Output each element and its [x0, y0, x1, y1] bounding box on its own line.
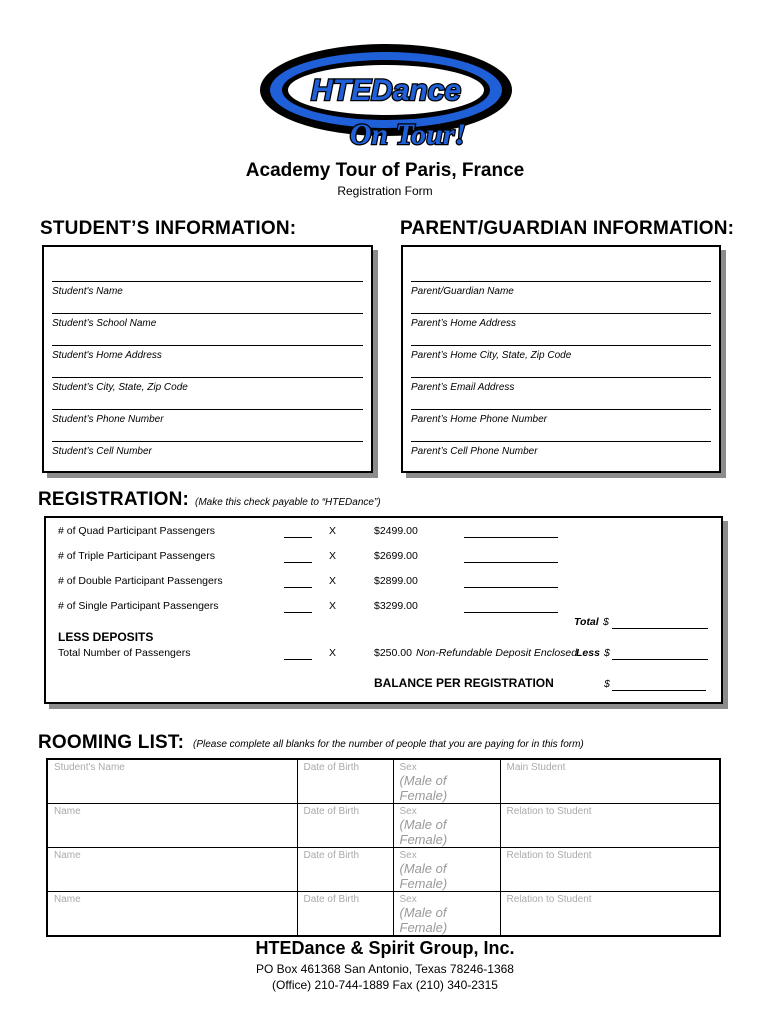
registration-box	[44, 516, 723, 704]
relation-cell[interactable]: Main Student	[500, 759, 720, 804]
dob-cell[interactable]: Date of Birth	[297, 848, 393, 892]
triple-price: $2699.00	[374, 550, 418, 562]
parent-city-label: Parent’s Home City, State, Zip Code	[411, 350, 572, 361]
svg-text:HTEDance: HTEDance	[310, 74, 462, 107]
triple-amount-blank[interactable]	[464, 562, 558, 563]
rooming-list-note: (Please complete all blanks for the number of people that you are paying for in this form)	[193, 739, 584, 750]
student-address-label: Student's Home Address	[52, 350, 162, 361]
htedance-on-tour-logo	[258, 40, 514, 158]
total-label: Total	[574, 616, 599, 628]
name-cell[interactable]: Name	[47, 848, 297, 892]
student-phone-label: Student’s Phone Number	[52, 414, 164, 425]
table-row	[47, 892, 720, 937]
balance-label: BALANCE PER REGISTRATION	[374, 676, 554, 690]
page-subtitle: Registration Form	[337, 184, 433, 198]
sex-label: Sex	[399, 762, 417, 773]
company-name: HTEDance & Spirit Group, Inc.	[255, 938, 515, 958]
parent-cell-line[interactable]	[411, 441, 711, 442]
deposit-note: Non-Refundable Deposit Enclosed	[416, 647, 578, 659]
student-city-label: Student’s City, State, Zip Code	[52, 382, 188, 393]
svg-text:On Tour!: On Tour!	[349, 118, 467, 151]
student-cell-label: Student’s Cell Number	[52, 446, 152, 457]
student-city-line[interactable]	[52, 377, 363, 378]
sex-label: Sex	[399, 894, 417, 905]
single-amount-blank[interactable]	[464, 612, 558, 613]
company-phone: (Office) 210-744-1889 Fax (210) 340-2315	[272, 978, 498, 992]
double-label: # of Double Participant Passengers	[58, 575, 223, 587]
relation-cell[interactable]: Relation to Student	[500, 804, 720, 848]
total-passengers-label: Total Number of Passengers	[58, 647, 191, 659]
parent-name-line[interactable]	[411, 281, 711, 282]
less-label: Less	[576, 647, 600, 659]
parent-phone-line[interactable]	[411, 409, 711, 410]
deposit-x: X	[329, 647, 337, 659]
table-row	[47, 848, 720, 892]
quad-label: # of Quad Participant Passengers	[58, 525, 216, 537]
less-dollar: $	[604, 647, 610, 659]
student-cell-line[interactable]	[52, 441, 363, 442]
less-deposits-heading: LESS DEPOSITS	[58, 630, 154, 644]
double-price: $2899.00	[374, 575, 418, 587]
less-blank[interactable]	[612, 659, 708, 660]
single-price: $3299.00	[374, 600, 418, 612]
sex-cell[interactable]	[393, 804, 500, 848]
parent-info-box	[401, 245, 721, 473]
student-address-line[interactable]	[52, 345, 363, 346]
sex-label: Sex	[399, 850, 417, 861]
quad-qty-blank[interactable]	[284, 537, 312, 538]
table-row	[47, 804, 720, 848]
parent-email-line[interactable]	[411, 377, 711, 378]
parent-info-heading: PARENT/GUARDIAN INFORMATION:	[400, 218, 735, 239]
registration-heading: REGISTRATION:	[38, 489, 190, 510]
single-label: # of Single Participant Passengers	[58, 600, 219, 612]
sex-label: Sex	[399, 806, 417, 817]
single-x: X	[329, 600, 337, 612]
dob-cell[interactable]: Date of Birth	[297, 759, 393, 804]
parent-cell-label: Parent’s Cell Phone Number	[411, 446, 538, 457]
sex-hint: (Male of Female)	[399, 861, 448, 891]
total-blank[interactable]	[612, 628, 708, 629]
dob-cell[interactable]: Date of Birth	[297, 892, 393, 937]
parent-city-line[interactable]	[411, 345, 711, 346]
single-qty-blank[interactable]	[284, 612, 312, 613]
sex-cell[interactable]	[393, 892, 500, 937]
name-cell[interactable]: Name	[47, 804, 297, 848]
parent-email-label: Parent’s Email Address	[411, 382, 515, 393]
sex-hint: (Male of Female)	[399, 817, 448, 847]
relation-cell[interactable]: Relation to Student	[500, 848, 720, 892]
triple-x: X	[329, 550, 337, 562]
student-school-label: Student’s School Name	[52, 318, 157, 329]
passengers-qty-blank[interactable]	[284, 659, 312, 660]
sex-hint: (Male of Female)	[399, 773, 448, 803]
parent-phone-label: Parent’s Home Phone Number	[411, 414, 547, 425]
student-info-box	[42, 245, 373, 473]
sex-cell[interactable]	[393, 759, 500, 804]
double-qty-blank[interactable]	[284, 587, 312, 588]
deposit-price: $250.00	[374, 647, 412, 659]
student-info-heading: STUDENT’S INFORMATION:	[40, 218, 297, 239]
company-address: PO Box 461368 San Antonio, Texas 78246-1368	[256, 962, 514, 976]
quad-x: X	[329, 525, 337, 537]
student-name-cell[interactable]: Student's Name	[47, 759, 297, 804]
parent-address-line[interactable]	[411, 313, 711, 314]
student-name-line[interactable]	[52, 281, 363, 282]
name-cell[interactable]: Name	[47, 892, 297, 937]
parent-address-label: Parent’s Home Address	[411, 318, 517, 329]
quad-amount-blank[interactable]	[464, 537, 558, 538]
page-title: Academy Tour of Paris, France	[245, 160, 525, 181]
balance-blank[interactable]	[612, 690, 706, 691]
table-row	[47, 759, 720, 804]
quad-price: $2499.00	[374, 525, 418, 537]
total-dollar: $	[603, 616, 609, 628]
parent-name-label: Parent/Guardian Name	[411, 286, 514, 297]
student-phone-line[interactable]	[52, 409, 363, 410]
sex-cell[interactable]	[393, 848, 500, 892]
dob-cell[interactable]: Date of Birth	[297, 804, 393, 848]
double-x: X	[329, 575, 337, 587]
rooming-table	[46, 758, 721, 937]
triple-qty-blank[interactable]	[284, 562, 312, 563]
sex-hint: (Male of Female)	[399, 905, 448, 935]
student-name-label: Student's Name	[52, 286, 123, 297]
triple-label: # of Triple Participant Passengers	[58, 550, 215, 562]
relation-cell[interactable]: Relation to Student	[500, 892, 720, 937]
registration-note: (Make this check payable to “HTEDance”)	[195, 497, 381, 508]
student-school-line[interactable]	[52, 313, 363, 314]
rooming-list-heading: ROOMING LIST:	[38, 732, 185, 753]
double-amount-blank[interactable]	[464, 587, 558, 588]
balance-dollar: $	[604, 678, 610, 690]
